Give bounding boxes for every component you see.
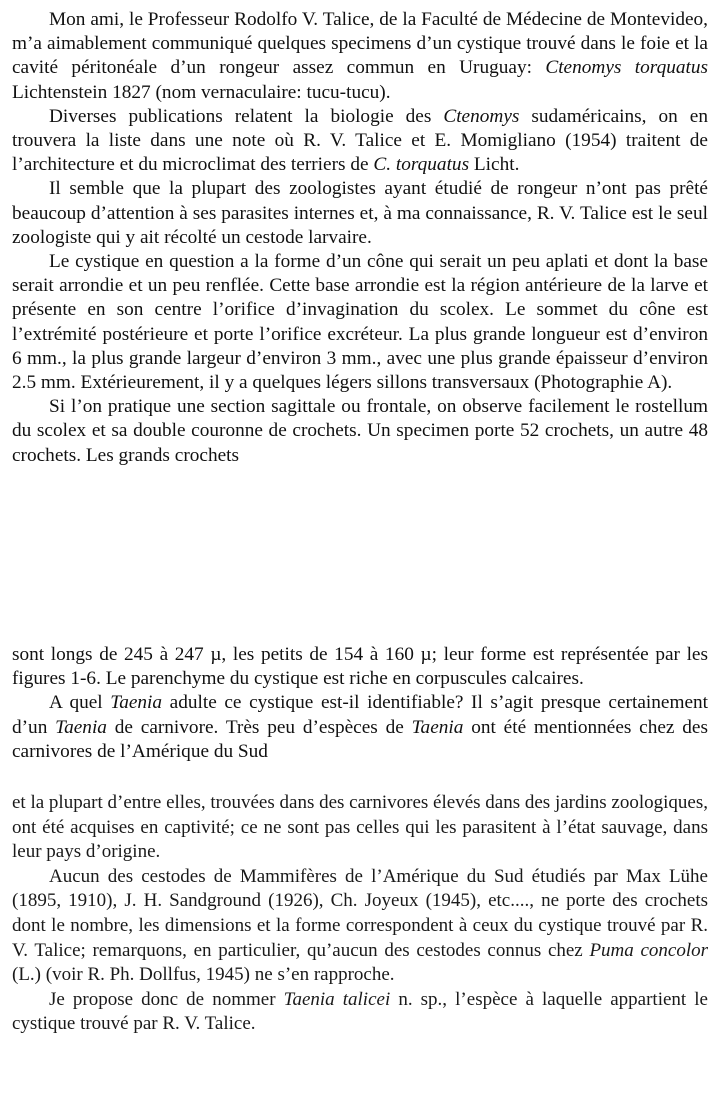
- italic-taxon-text: Taenia talicei: [283, 988, 391, 1010]
- text-block-1: [12, 8, 708, 468]
- paragraph: [12, 395, 708, 468]
- text-segment: sont longs de 245 à 247 µ, les petits de 154 à 160 µ; leur forme est représentée par les figures 1-6. Le parenchyme du cystique est riche en corpuscules calcaires.: [12, 644, 708, 690]
- paragraph: [12, 791, 708, 865]
- text-segment: A quel: [49, 692, 111, 714]
- paragraph: [12, 643, 708, 691]
- paragraph: [12, 8, 708, 105]
- text-segment: (L.) (voir R. Ph. Dollfus, 1945) ne s’en rapproche.: [12, 964, 395, 986]
- italic-taxon-text: Ctenomys torquatus: [545, 57, 708, 79]
- paragraph: [12, 988, 708, 1037]
- text-segment: ont été mentionnées chez des carnivores de l’Amérique du Sud: [12, 716, 708, 762]
- text-segment: et la plupart d’entre elles, trouvées dans des carnivores élevés dans des jardins zoologiques, ont été acquises en captivité; ce ne sont pas celles qui les parasitent à l’état sauvage, dans leur pays d’origine.: [12, 792, 708, 863]
- text-segment: Licht.: [469, 154, 520, 176]
- text-segment: Diverses publications relatent la biologie des: [49, 105, 444, 127]
- text-segment: n. sp., l’espèce à laquelle appartient le cystique trouvé par R. V. Talice.: [12, 988, 708, 1035]
- text-segment: Aucun des cestodes de Mammifères de l’Amérique du Sud étudiés par Max Lühe (1895, 1910), J. H. Sandground (1926), Ch. Joyeux (1945), etc...., ne porte des crochets dont le nombre, les dimensions et la forme correspondent à ceux du cystique trouvé par R. V. Talice; remarquons, en particulier, qu’aucun des cestodes connus chez: [12, 865, 708, 961]
- text-segment: de carnivore. Très peu d’espèces de: [106, 716, 412, 738]
- text-block-2: [12, 643, 708, 764]
- text-segment: Si l’on pratique une section sagittale ou frontale, on observe facilement le rostellum du scolex et sa double couronne de crochets. Un specimen porte 52 crochets, un autre 48 crochets. Les grands crochets: [12, 396, 708, 466]
- text-block-3: [12, 791, 708, 1037]
- text-segment: sudaméricains, on en trouvera la liste dans une note où R. V. Talice et E. Momigliano (1954) traitent de l’architecture et du microclimat des terriers de: [12, 105, 708, 176]
- text-segment: Le cystique en question a la forme d’un cône qui serait un peu aplati et dont la base serait arrondie et un peu renflée. Cette base arrondie est la région antérieure de la larve et présente en son centre l’orifice d’invagination du scolex. Le sommet du cône est l’extrémité postérieure et porte l’orifice excréteur. La plus grande longueur est d’environ 6 mm., la plus grande largeur d’environ 3 mm., avec une plus grande épaisseur d’environ 2.5 mm. Extérieurement, il y a quelques légers sillons transversaux (Photographie A).: [12, 251, 708, 394]
- paragraph: [12, 177, 708, 250]
- italic-taxon-text: Taenia: [110, 692, 163, 714]
- italic-taxon-text: Puma concolor: [589, 939, 708, 961]
- paragraph: [12, 691, 708, 764]
- paragraph: [12, 865, 708, 988]
- italic-taxon-text: Ctenomys: [443, 105, 520, 127]
- text-segment: Lichtenstein 1827 (nom vernaculaire: tucu-tucu).: [12, 81, 391, 103]
- text-segment: Je propose donc de nommer: [49, 988, 284, 1010]
- italic-taxon-text: Taenia: [411, 716, 464, 738]
- italic-taxon-text: Taenia: [55, 716, 107, 738]
- paragraph: [12, 250, 708, 395]
- paragraph: [12, 105, 708, 178]
- italic-taxon-text: C. torquatus: [373, 154, 470, 176]
- text-segment: Mon ami, le Professeur Rodolfo V. Talice, de la Faculté de Médecine de Montevideo, m’a aimablement communiqué quelques specimens d’un cystique trouvé dans le foie et la cavité péritonéale d’un rongeur assez commun en Uruguay:: [12, 9, 708, 79]
- text-segment: Il semble que la plupart des zoologistes ayant étudié de rongeur n’ont pas prêté beaucoup d’attention à ses parasites internes et, à ma connaissance, R. V. Talice est le seul zoologiste qui y ait récolté un cestode larvaire.: [12, 178, 708, 248]
- text-segment: adulte ce cystique est-il identifiable? Il s’agit presque certainement d’un: [12, 692, 708, 738]
